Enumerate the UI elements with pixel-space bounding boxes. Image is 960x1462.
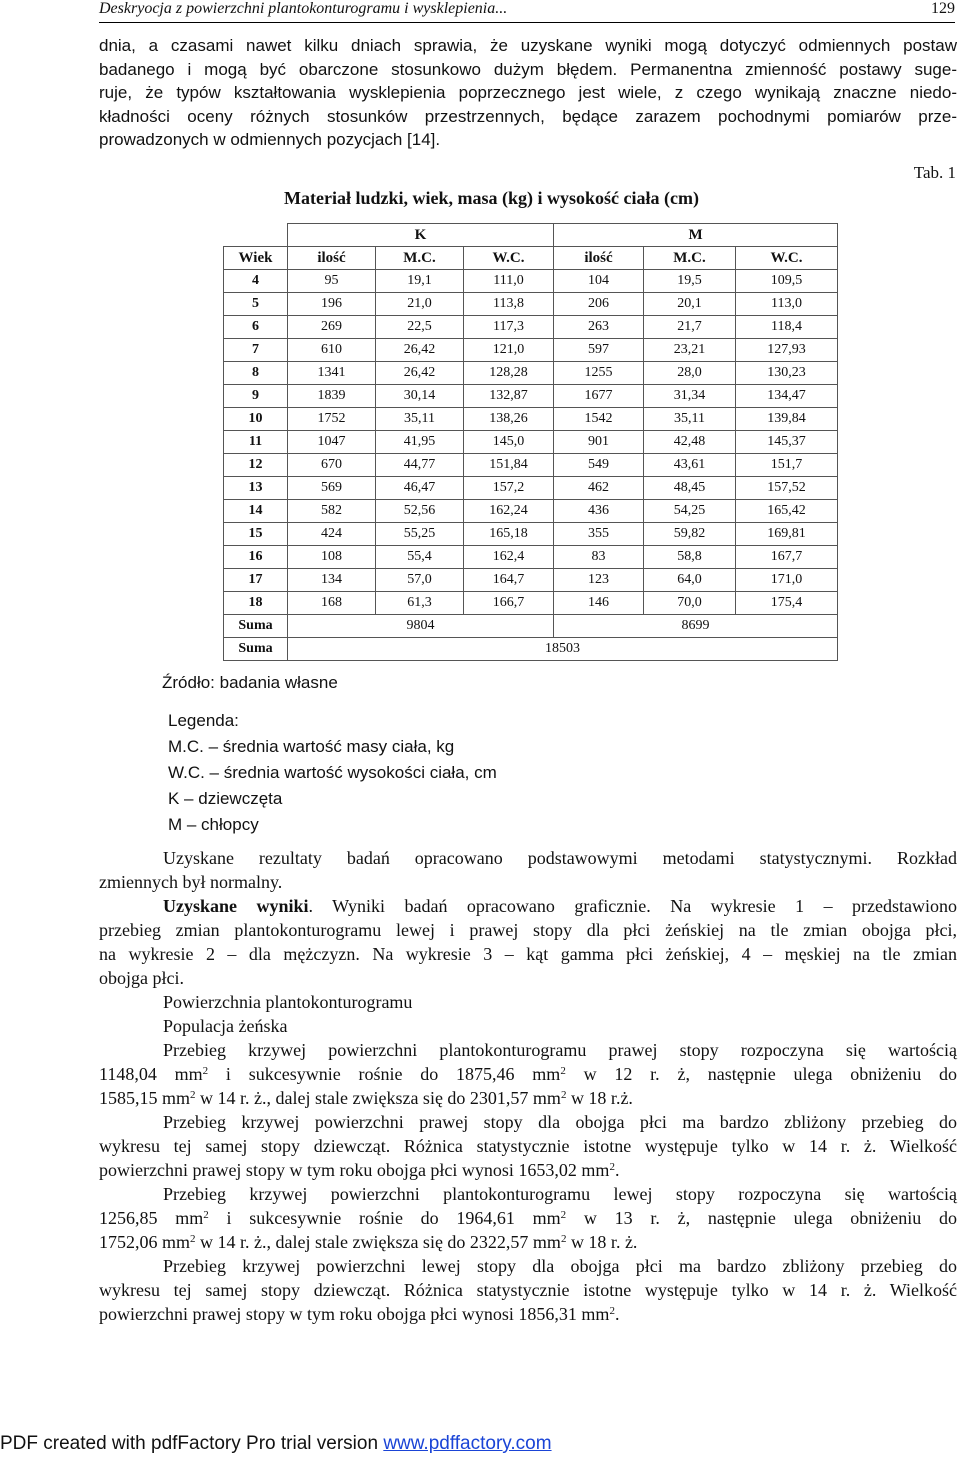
- table-cell: 165,42: [736, 500, 838, 523]
- paragraph-results: [99, 894, 957, 990]
- table-cell: 139,84: [736, 408, 838, 431]
- table-cell-age: 15: [224, 523, 288, 546]
- table-cell: 169,81: [736, 523, 838, 546]
- table-sum-label: Suma: [224, 615, 288, 638]
- table-cell: 128,28: [464, 362, 554, 385]
- superscript: 2: [190, 1089, 196, 1101]
- running-head-title: Deskryocja z powierzchni plantokonturogramu i wysklepienia...: [99, 0, 508, 17]
- table-title: Materiał ludzki, wiek, masa (kg) i wysokość ciała (cm): [284, 188, 699, 208]
- table-cell: 127,93: [736, 339, 838, 362]
- data-table: [223, 223, 838, 661]
- page-number: 129: [931, 0, 955, 17]
- table-sum-label: Suma: [224, 638, 288, 661]
- table-cell: 23,21: [644, 339, 736, 362]
- table-cell: 162,4: [464, 546, 554, 569]
- text-fragment: 1148,04 mm: [99, 1064, 203, 1084]
- table-group-header-k: K: [288, 224, 554, 247]
- table-group-header-row: [224, 224, 838, 247]
- table-cell: 35,11: [644, 408, 736, 431]
- table-cell-age: 11: [224, 431, 288, 454]
- text-line: na wykresie 2 – dla mężczyzn. Na wykresie 3 – kąt gamma płci żeńskiej, 4 – męskiej na tle zmian: [99, 944, 957, 964]
- table-cell: 111,0: [464, 270, 554, 293]
- table-legend: [168, 708, 497, 838]
- subheading-surface: [99, 990, 957, 1014]
- superscript: 2: [609, 1161, 615, 1173]
- table-row: [224, 316, 838, 339]
- table-cell: 164,7: [464, 569, 554, 592]
- table-cell: 118,4: [736, 316, 838, 339]
- table-cell: 145,37: [736, 431, 838, 454]
- legend-title: Legenda:: [168, 711, 239, 730]
- table-cell: 41,95: [376, 431, 464, 454]
- table-cell: 52,56: [376, 500, 464, 523]
- table-cell: 175,4: [736, 592, 838, 615]
- table-cell: 166,7: [464, 592, 554, 615]
- table-column-header: ilość: [288, 247, 376, 270]
- subheading-female: [99, 1014, 957, 1038]
- table-cell: 597: [554, 339, 644, 362]
- table-row: [224, 385, 838, 408]
- text-line: Uzyskane rezultaty badań opracowano podstawowymi metodami statystycznymi. Rozkład: [163, 848, 957, 868]
- table-cell: 42,48: [644, 431, 736, 454]
- intro-line: dnia, a czasami nawet kilku dniach sprawia, że uzyskane wyniki mogą dotyczyć odmiennych postaw: [99, 36, 957, 55]
- table-column-header: W.C.: [464, 247, 554, 270]
- table-cell: 28,0: [644, 362, 736, 385]
- table-cell-age: 9: [224, 385, 288, 408]
- table-cell-age: 4: [224, 270, 288, 293]
- text-line: Powierzchnia plantokonturogramu: [163, 992, 413, 1012]
- pdffactory-link[interactable]: www.pdffactory.com: [383, 1433, 552, 1454]
- table-cell: 610: [288, 339, 376, 362]
- table-cell: 582: [288, 500, 376, 523]
- table-cell: 59,82: [644, 523, 736, 546]
- table-cell: 21,7: [644, 316, 736, 339]
- table-source: Źródło: badania własne: [162, 673, 338, 692]
- table-cell: 145,0: [464, 431, 554, 454]
- text-line: [99, 1158, 957, 1182]
- table-cell: 1677: [554, 385, 644, 408]
- table-cell: 109,5: [736, 270, 838, 293]
- text-fragment: w 12 r. ż, następnie ulega obniżeniu do: [583, 1064, 958, 1084]
- table-row: [224, 523, 838, 546]
- table-cell-age: 18: [224, 592, 288, 615]
- footer-text: PDF created with pdfFactory Pro trial version: [0, 1433, 384, 1454]
- table-cell: 113,0: [736, 293, 838, 316]
- table-cell: 43,61: [644, 454, 736, 477]
- table-cell: 269: [288, 316, 376, 339]
- table-cell: 165,18: [464, 523, 554, 546]
- intro-paragraph: [99, 34, 957, 152]
- table-column-header: Wiek: [224, 247, 288, 270]
- table-cell: 167,7: [736, 546, 838, 569]
- table-cell-age: 5: [224, 293, 288, 316]
- text-line: wykresu tej samej stopy dziewcząt. Różnica statystycznie istotne występuje tylko w 14 r. ż. Wielkość: [99, 1280, 957, 1300]
- table-cell: 21,0: [376, 293, 464, 316]
- paragraph-left-foot-both: [99, 1254, 957, 1326]
- legend-item: K – dziewczęta: [168, 789, 283, 808]
- table-row: [224, 293, 838, 316]
- text-line: [99, 1086, 957, 1110]
- table-cell: 121,0: [464, 339, 554, 362]
- text-line: [99, 894, 957, 918]
- table-cell-age: 17: [224, 569, 288, 592]
- text-line: obojga płci.: [99, 968, 184, 988]
- table-cell: 64,0: [644, 569, 736, 592]
- intro-line: prowadzonych w odmiennych pozycjach [14].: [99, 130, 441, 149]
- table-cell: 134,47: [736, 385, 838, 408]
- text-line: [99, 1062, 957, 1086]
- table-cell: 20,1: [644, 293, 736, 316]
- table-cell-age: 10: [224, 408, 288, 431]
- running-head: [99, 0, 955, 20]
- table-cell: 138,26: [464, 408, 554, 431]
- superscript: 2: [560, 1089, 567, 1101]
- text-fragment: i sukcesywnie rośnie do 1964,61 mm: [226, 1208, 561, 1228]
- table-cell: 1542: [554, 408, 644, 431]
- text-line: zmiennych był normalny.: [99, 872, 283, 892]
- table-cell: 44,77: [376, 454, 464, 477]
- table-cell-age: 16: [224, 546, 288, 569]
- table-cell: 1255: [554, 362, 644, 385]
- table-cell: 55,4: [376, 546, 464, 569]
- table-cell: 157,2: [464, 477, 554, 500]
- text-line: [99, 1230, 957, 1254]
- table-sum-total-row: [224, 638, 838, 661]
- superscript: 2: [202, 1065, 209, 1077]
- table-cell: 151,84: [464, 454, 554, 477]
- table-cell: 117,3: [464, 316, 554, 339]
- table-cell: 130,23: [736, 362, 838, 385]
- table-column-header: M.C.: [644, 247, 736, 270]
- table-cell: 108: [288, 546, 376, 569]
- table-row: [224, 431, 838, 454]
- text-line: Przebieg krzywej powierzchni plantokonturogramu prawej stopy rozpoczyna się wartością: [163, 1040, 957, 1060]
- superscript: 2: [203, 1209, 209, 1221]
- text-fragment: 1585,15 mm: [99, 1088, 191, 1108]
- table-cell: 196: [288, 293, 376, 316]
- table-cell: 123: [554, 569, 644, 592]
- table-header-empty: [224, 224, 288, 247]
- text-fragment: 1256,85 mm: [99, 1208, 204, 1228]
- intro-line: kładności oceny różnych stosunków przestrzennych, będące zarazem pochodnymi pomiarów prze-: [99, 106, 957, 126]
- table-cell: 113,8: [464, 293, 554, 316]
- table-row: [224, 569, 838, 592]
- table-cell-age: 8: [224, 362, 288, 385]
- superscript: 2: [560, 1233, 567, 1245]
- paragraph-right-foot-both: [99, 1110, 957, 1182]
- paragraph-right-foot: [99, 1038, 957, 1110]
- text-fragment: 1752,06 mm: [99, 1232, 191, 1252]
- table-column-header: M.C.: [376, 247, 464, 270]
- table-row: [224, 362, 838, 385]
- table-row: [224, 592, 838, 615]
- table-cell: 54,25: [644, 500, 736, 523]
- table-cell: 26,42: [376, 362, 464, 385]
- text-line: Populacja żeńska: [163, 1016, 288, 1036]
- table-cell: 30,14: [376, 385, 464, 408]
- text-fragment: w 13 r. ż, następnie ulega obniżeniu do: [583, 1208, 958, 1228]
- intro-line: badanego i mogą być obarczone stosunkowo dużym błędem. Permanentna zmienność postawy suge-: [99, 59, 957, 79]
- text-line: przebieg zmian plantokonturogramu lewej i prawej stopy dla płci żeńskiej na tle zmian obojga płci,: [99, 920, 957, 940]
- table-cell: 104: [554, 270, 644, 293]
- table-cell: 168: [288, 592, 376, 615]
- table-cell: 70,0: [644, 592, 736, 615]
- table-cell: 19,5: [644, 270, 736, 293]
- table-cell-age: 13: [224, 477, 288, 500]
- table-cell: 61,3: [376, 592, 464, 615]
- table-cell-age: 12: [224, 454, 288, 477]
- results-heading: Uzyskane wyniki: [163, 896, 309, 916]
- legend-item: M.C. – średnia wartość masy ciała, kg: [168, 737, 455, 756]
- table-cell: 162,24: [464, 500, 554, 523]
- text-line: [99, 1206, 957, 1230]
- superscript: 2: [190, 1233, 196, 1245]
- table-row: [224, 500, 838, 523]
- text-fragment: powierzchni prawej stopy w tym roku obojga płci wynosi 1653,02 mm: [99, 1160, 610, 1180]
- table-cell: 462: [554, 477, 644, 500]
- intro-line: ruje, że typów kształtowania wysklepienia poprzecznego jest wiele, z czego wynikają znaczne niedo-: [99, 83, 957, 102]
- table-cell: 355: [554, 523, 644, 546]
- table-cell: 57,0: [376, 569, 464, 592]
- text-fragment: w 14 r. ż., dalej stale zwiększa się do 2301,57 mm: [200, 1088, 561, 1108]
- table-cell: 569: [288, 477, 376, 500]
- table-cell: 171,0: [736, 569, 838, 592]
- table-cell: 670: [288, 454, 376, 477]
- table-cell: 424: [288, 523, 376, 546]
- table-cell: 83: [554, 546, 644, 569]
- table-group-header-m: M: [554, 224, 838, 247]
- text-line: [99, 1302, 957, 1326]
- text-fragment: .: [614, 1160, 620, 1180]
- table-cell: 151,7: [736, 454, 838, 477]
- table-row: [224, 339, 838, 362]
- table-cell-age: 6: [224, 316, 288, 339]
- text-fragment: w 14 r. ż., dalej stale zwiększa się do 2322,57 mm: [200, 1232, 561, 1252]
- text-fragment: w 18 r. ż.: [570, 1232, 638, 1252]
- table-cell: 132,87: [464, 385, 554, 408]
- table-cell: 1341: [288, 362, 376, 385]
- table-row: [224, 454, 838, 477]
- table-column-header: W.C.: [736, 247, 838, 270]
- table-cell: 31,34: [644, 385, 736, 408]
- table-sum-k: 9804: [288, 615, 554, 638]
- table-cell: 1839: [288, 385, 376, 408]
- table-row: [224, 546, 838, 569]
- text-line: Przebieg krzywej powierzchni lewej stopy dla obojga płci ma bardzo zbliżony przebieg do: [163, 1256, 957, 1276]
- text-line: Przebieg krzywej powierzchni plantokonturogramu lewej stopy rozpoczyna się wartością: [163, 1184, 957, 1204]
- table-cell: 436: [554, 500, 644, 523]
- table-cell: 35,11: [376, 408, 464, 431]
- table-cell: 146: [554, 592, 644, 615]
- table-cell: 48,45: [644, 477, 736, 500]
- legend-item: M – chłopcy: [168, 815, 259, 834]
- table-cell: 22,5: [376, 316, 464, 339]
- body-text: [99, 846, 957, 1326]
- table-cell: 55,25: [376, 523, 464, 546]
- table-cell: 1752: [288, 408, 376, 431]
- paragraph-methods: [99, 846, 957, 894]
- table-cell: 26,42: [376, 339, 464, 362]
- table-cell: 206: [554, 293, 644, 316]
- table-cell: 901: [554, 431, 644, 454]
- table-sum-m: 8699: [554, 615, 838, 638]
- table-cell: 134: [288, 569, 376, 592]
- table-cell: 19,1: [376, 270, 464, 293]
- text-fragment: .: [614, 1304, 620, 1324]
- table-cell: 58,8: [644, 546, 736, 569]
- text-fragment: w 18 r.ż.: [570, 1088, 633, 1108]
- table-row: [224, 408, 838, 431]
- legend-item: W.C. – średnia wartość wysokości ciała, cm: [168, 763, 497, 782]
- header-rule: [99, 22, 955, 23]
- table-cell-age: 14: [224, 500, 288, 523]
- table-label: Tab. 1: [913, 163, 956, 182]
- superscript: 2: [560, 1209, 567, 1221]
- text-line: Przebieg krzywej powierzchni prawej stopy dla obojga płci ma bardzo zbliżony przebieg do: [163, 1112, 957, 1132]
- superscript: 2: [560, 1065, 566, 1077]
- table-column-header-row: [224, 247, 838, 270]
- table-sum-total: 18503: [288, 638, 838, 661]
- table-column-header: ilość: [554, 247, 644, 270]
- text-fragment: powierzchni prawej stopy w tym roku obojga płci wynosi 1856,31 mm: [99, 1304, 610, 1324]
- table-sum-row: [224, 615, 838, 638]
- table-row: [224, 270, 838, 293]
- paragraph-left-foot: [99, 1182, 957, 1254]
- table-cell: 1047: [288, 431, 376, 454]
- text-line: wykresu tej samej stopy dziewcząt. Różnica statystycznie istotne występuje tylko w 14 r. ż. Wielkość: [99, 1136, 957, 1156]
- table-cell: 263: [554, 316, 644, 339]
- text-fragment: . Wyniki badań opracowano graficznie. Na wykresie 1 – przedstawiono: [308, 896, 957, 916]
- table-cell: 549: [554, 454, 644, 477]
- table-row: [224, 477, 838, 500]
- table-cell: 95: [288, 270, 376, 293]
- table-cell-age: 7: [224, 339, 288, 362]
- text-fragment: i sukcesywnie rośnie do 1875,46 mm: [225, 1064, 561, 1084]
- table-cell: 46,47: [376, 477, 464, 500]
- table-cell: 157,52: [736, 477, 838, 500]
- superscript: 2: [609, 1305, 615, 1317]
- pdf-footer: [0, 1433, 552, 1455]
